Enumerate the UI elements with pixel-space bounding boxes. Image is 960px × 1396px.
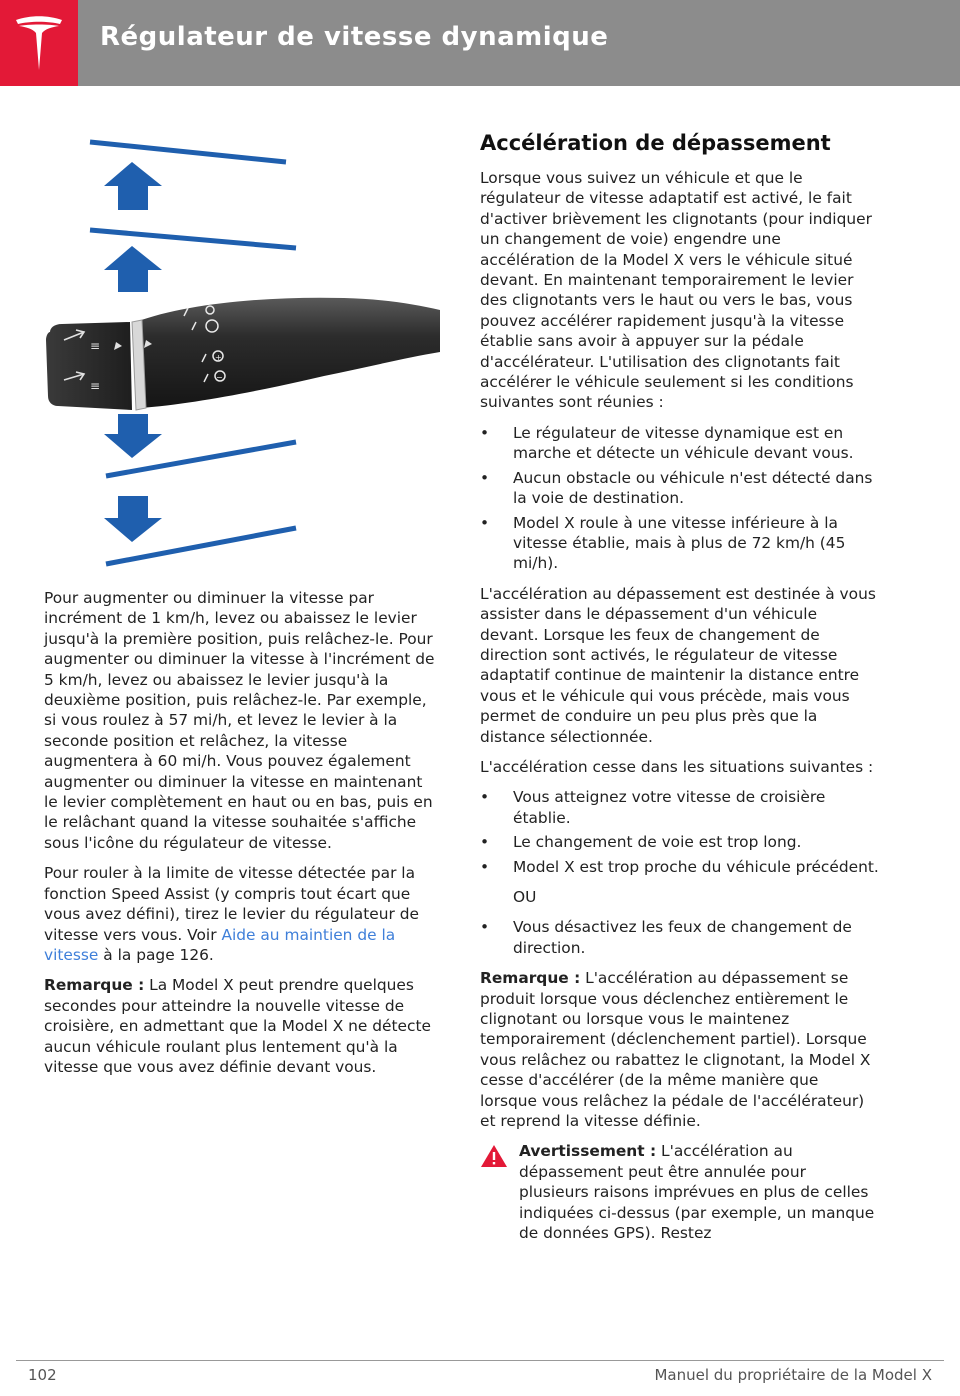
warning-box: Avertissement : L'accélération au dépassement peut être annulée pour plusieurs raisons imprévues en plus de celles indiquées ci-dessus (par exemple, un manque de données GPS). Restez bbox=[480, 1141, 880, 1243]
list-item: • Le changement de voie est trop long. bbox=[480, 833, 802, 852]
list-item: • Le régulateur de vitesse dynamique est en marche et détecte un véhicule devant vous. bbox=[480, 423, 854, 463]
page-title: Régulateur de vitesse dynamique bbox=[100, 22, 609, 52]
page-header bbox=[0, 0, 960, 86]
note-label: Remarque : bbox=[480, 969, 581, 988]
paragraph-stops: L'accélération cesse dans les situations suivantes : bbox=[480, 757, 874, 776]
svg-text:≡: ≡ bbox=[90, 339, 101, 353]
svg-text:+: + bbox=[215, 353, 222, 362]
speed-assist-link[interactable]: Aide au maintien de la vitesse bbox=[44, 925, 396, 964]
stalk-end-cap bbox=[46, 322, 132, 410]
brand-logo bbox=[0, 0, 78, 86]
warning-label: Avertissement : bbox=[519, 1142, 657, 1161]
note-label: Remarque : bbox=[44, 976, 145, 995]
tesla-logo-icon bbox=[12, 14, 66, 72]
note-left: Remarque : La Model X peut prendre quelques secondes pour atteindre la nouvelle vitesse de croisière, en admettant que la Model X ne détecte aucun véhicule roulant plus lentement qu'à la vitesse que vous avez définie devant vous. bbox=[44, 976, 431, 1076]
stalk-body bbox=[136, 298, 440, 408]
page-number: 102 bbox=[28, 1366, 57, 1384]
arrow-down-large-icon bbox=[104, 496, 162, 542]
list-item: • Vous désactivez les feux de changement de direction. bbox=[480, 918, 852, 957]
section-heading: Accélération de dépassement bbox=[480, 131, 831, 155]
guide-line-up-2 bbox=[90, 142, 286, 162]
arrow-up-large-icon bbox=[104, 162, 162, 210]
arrow-up-small-icon bbox=[104, 246, 162, 292]
conditions-list bbox=[480, 423, 880, 574]
list-item: • Model X est trop proche du véhicule précédent. bbox=[480, 857, 879, 876]
note-right: Remarque : L'accélération au dépassement se produit lorsque vous déclenchez entièrement le clignotant ou lorsque vous le maintenez temporairement (déclenchement partiel). Lorsque vous relâchez ou rabattez le clignotant, la Model X cesse d'accélérer (de la même manière que lorsque vous relâchez la pédale de l'accélérateur) et reprend la vitesse définie. bbox=[480, 969, 871, 1131]
paragraph-speed-increment: Pour augmenter ou diminuer la vitesse par incrément de 1 km/h, levez ou abaissez le levier jusqu'à la première position, puis relâchez-le. Pour augmenter ou diminuer la vitesse à l'incrément de 5 km/h, levez ou abaissez le levier jusqu'à la deuxième position, puis relâchez-le. Par exemple, si vous roulez à 57 mi/h, et levez le levier à la seconde position et relâchez, la vitesse augmentera à 60 mi/h. Vous pouvez également augmenter ou diminuer la vitesse en maintenant le levier complètement en haut ou en bas, puis en le relâchant quand la vitesse souhaitée s'affiche sous l'icône du régulateur de vitesse. bbox=[44, 589, 435, 852]
left-column bbox=[44, 588, 440, 1087]
arrow-down-small-icon bbox=[104, 414, 162, 458]
list-item: • Model X roule à une vitesse inférieure à la vitesse établie, mais à plus de 72 km/h (45 mi/h). bbox=[480, 513, 846, 573]
or-separator: OU bbox=[513, 888, 537, 906]
warning-triangle-icon bbox=[480, 1144, 508, 1168]
list-item: • Aucun obstacle ou véhicule n'est détecté dans la voie de destination. bbox=[480, 468, 873, 508]
right-column bbox=[480, 130, 880, 1254]
paragraph-assist: L'accélération au dépassement est destinée à vous assister dans le dépassement d'un véhicule devant. Lorsque les feux de changement de direction sont activés, le régulateur de vitesse adaptatif continue de maintenir la distance entre vous et le véhicule qui vous précède, mais vous permet de conduire un peu plus près que la distance sélectionnée. bbox=[480, 584, 876, 746]
svg-text:≡: ≡ bbox=[90, 379, 101, 393]
paragraph-speed-assist: Pour rouler à la limite de vitesse détectée par la fonction Speed Assist (y compris tout écart que vous avez défini), tirez le levier du régulateur de vitesse vers vous. Voir Aide au maintien de la vitesse à la page 126. bbox=[44, 864, 419, 964]
paragraph-intro: Lorsque vous suivez un véhicule et que le régulateur de vitesse adaptatif est activé, le fait d'activer brièvement les clignotants (pour indiquer un changement de voie) engendre une accélération de la Model X vers le véhicule situé devant. En maintenant temporairement le levier des clignotants vers le haut ou vers le bas, vous pouvez accélérer rapidement jusqu'à la vitesse établie sans avoir à appuyer sur la pédale d'accélérateur. L'utilisation des clignotants fait accélérer le véhicule seulement si les conditions suivantes sont réunies : bbox=[480, 169, 872, 412]
footer-divider bbox=[16, 1360, 944, 1361]
stop-situations-list bbox=[480, 787, 880, 877]
svg-text:−: − bbox=[216, 373, 223, 382]
stop-situations-extra-list bbox=[480, 917, 880, 958]
guide-line-up-1 bbox=[90, 230, 296, 248]
list-item: • Vous atteignez votre vitesse de croisière établie. bbox=[480, 788, 826, 827]
cruise-stalk-illustration bbox=[44, 118, 440, 574]
footer-manual-title: Manuel du propriétaire de la Model X bbox=[654, 1366, 932, 1384]
